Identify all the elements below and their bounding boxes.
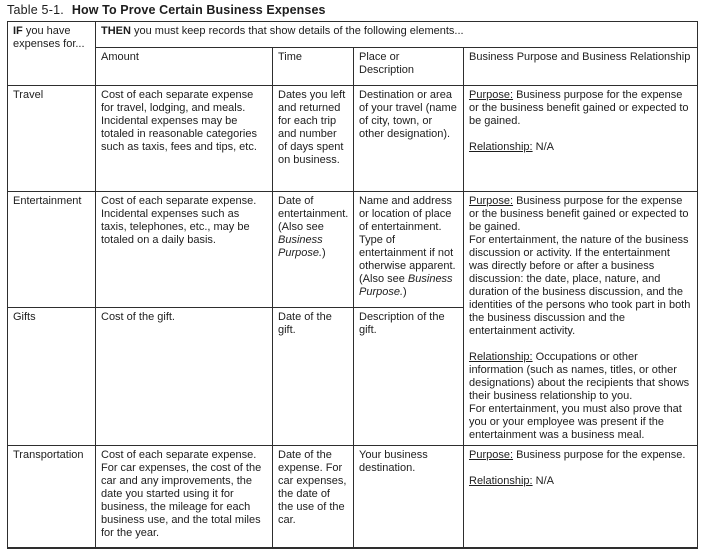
entertainment-gifts-purpose-cell (464, 192, 698, 446)
purpose-label: Purpose: (469, 449, 514, 461)
travel-purpose-paragraph (469, 89, 691, 128)
table-row-entertainment (8, 192, 698, 308)
entertainment-amount-cell: Cost of each separate expense. Incidental expenses such as taxis, telephones, etc., may be totaled on a daily basis. (96, 192, 273, 308)
col-header-time: Time (273, 48, 354, 86)
purpose-paragraph (469, 195, 691, 234)
row-label-entertainment: Entertainment (8, 192, 96, 308)
relationship-entertainment-details-paragraph: For entertainment, you must also prove that you or your employee was present if the entertainment was a business meal. (469, 403, 682, 441)
relationship-text: N/A (532, 475, 554, 487)
time-text-end: ) (322, 247, 326, 259)
entertainment-time-cell (273, 192, 354, 308)
relationship-label: Relationship: (469, 351, 533, 363)
expenses-table (7, 21, 698, 549)
header-then-cell (96, 22, 698, 48)
purpose-text: Business purpose for the expense. (513, 449, 686, 461)
header-row-columns (8, 48, 698, 86)
place-text: Name and address or location of place of entertainment. Type of entertainment if not otherwise apparent. (Also see (359, 195, 456, 285)
transportation-relationship-paragraph (469, 475, 691, 488)
gifts-place-cell: Description of the gift. (354, 308, 464, 446)
gifts-amount-cell: Cost of the gift. (96, 308, 273, 446)
if-rest-text: you have expenses for... (13, 25, 85, 50)
header-row-then (8, 22, 698, 48)
table-row-transportation (8, 446, 698, 548)
then-bold-text: THEN (101, 25, 131, 37)
if-bold-text: IF (13, 25, 23, 37)
transportation-purpose-paragraph (469, 449, 691, 462)
purpose-text: Business purpose for the expense or the business benefit gained or expected to be gained. (469, 195, 689, 233)
relationship-label: Relationship: (469, 141, 533, 153)
business-purpose-reference: Business Purpose. (278, 234, 323, 259)
travel-place-cell: Destination or area of your travel (name of city, town, or other designation). (354, 86, 464, 192)
transportation-time-cell: Date of the expense. For car expenses, the date of the use of the car. (273, 446, 354, 548)
place-text-end: ) (403, 286, 407, 298)
table-title-text: How To Prove Certain Business Expenses (71, 3, 326, 17)
relationship-text: N/A (532, 141, 554, 153)
travel-amount-cell: Cost of each separate expense for travel, lodging, and meals. Incidental expenses may be totaled in reasonable categories such as taxis, fees and tips, etc. (96, 86, 273, 192)
relationship-label: Relationship: (469, 475, 533, 487)
table-row-travel (8, 86, 698, 192)
col-header-amount: Amount (96, 48, 273, 86)
travel-purpose-cell (464, 86, 698, 192)
then-rest-text: you must keep records that show details of the following elements... (130, 25, 464, 37)
transportation-purpose-cell (464, 446, 698, 548)
col-header-place-description: Place or Description (354, 48, 464, 86)
table-number: Table 5-1. (7, 3, 64, 17)
time-text: Date of entertainment. (Also see (278, 195, 349, 233)
purpose-label: Purpose: (469, 195, 514, 207)
gifts-time-cell: Date of the gift. (273, 308, 354, 446)
entertainment-place-cell (354, 192, 464, 308)
travel-relationship-paragraph (469, 141, 691, 154)
row-label-gifts: Gifts (8, 308, 96, 446)
transportation-amount-cell: Cost of each separate expense. For car expenses, the cost of the car and any improvements, the date you started using it for business, the mileage for each business use, and the total miles for the year. (96, 446, 273, 548)
purpose-text: Business purpose for the expense or the business benefit gained or expected to be gained. (469, 89, 689, 127)
row-label-transportation: Transportation (8, 446, 96, 548)
purpose-label: Purpose: (469, 89, 514, 101)
row-label-travel: Travel (8, 86, 96, 192)
relationship-text: Occupations or other information (such as names, titles, or other designations) about the recipients that shows their business relationship to you. (469, 351, 690, 402)
travel-time-cell: Dates you left and returned for each trip and number of days spent on business. (273, 86, 354, 192)
purpose-entertainment-details-paragraph: For entertainment, the nature of the business discussion or activity. If the entertainment was directly before or after a business discussion: the date, place, nature, and duration of the business discussion, and the identities of the persons who took part in both the business discussion and the entertainment activity. (469, 234, 691, 337)
transportation-place-cell: Your business destination. (354, 446, 464, 548)
relationship-paragraph (469, 351, 691, 403)
col-header-business-purpose: Business Purpose and Business Relationship (464, 48, 698, 86)
table-title (7, 3, 326, 17)
header-if-cell (8, 22, 96, 86)
business-purpose-reference: Business Purpose. (359, 273, 453, 298)
